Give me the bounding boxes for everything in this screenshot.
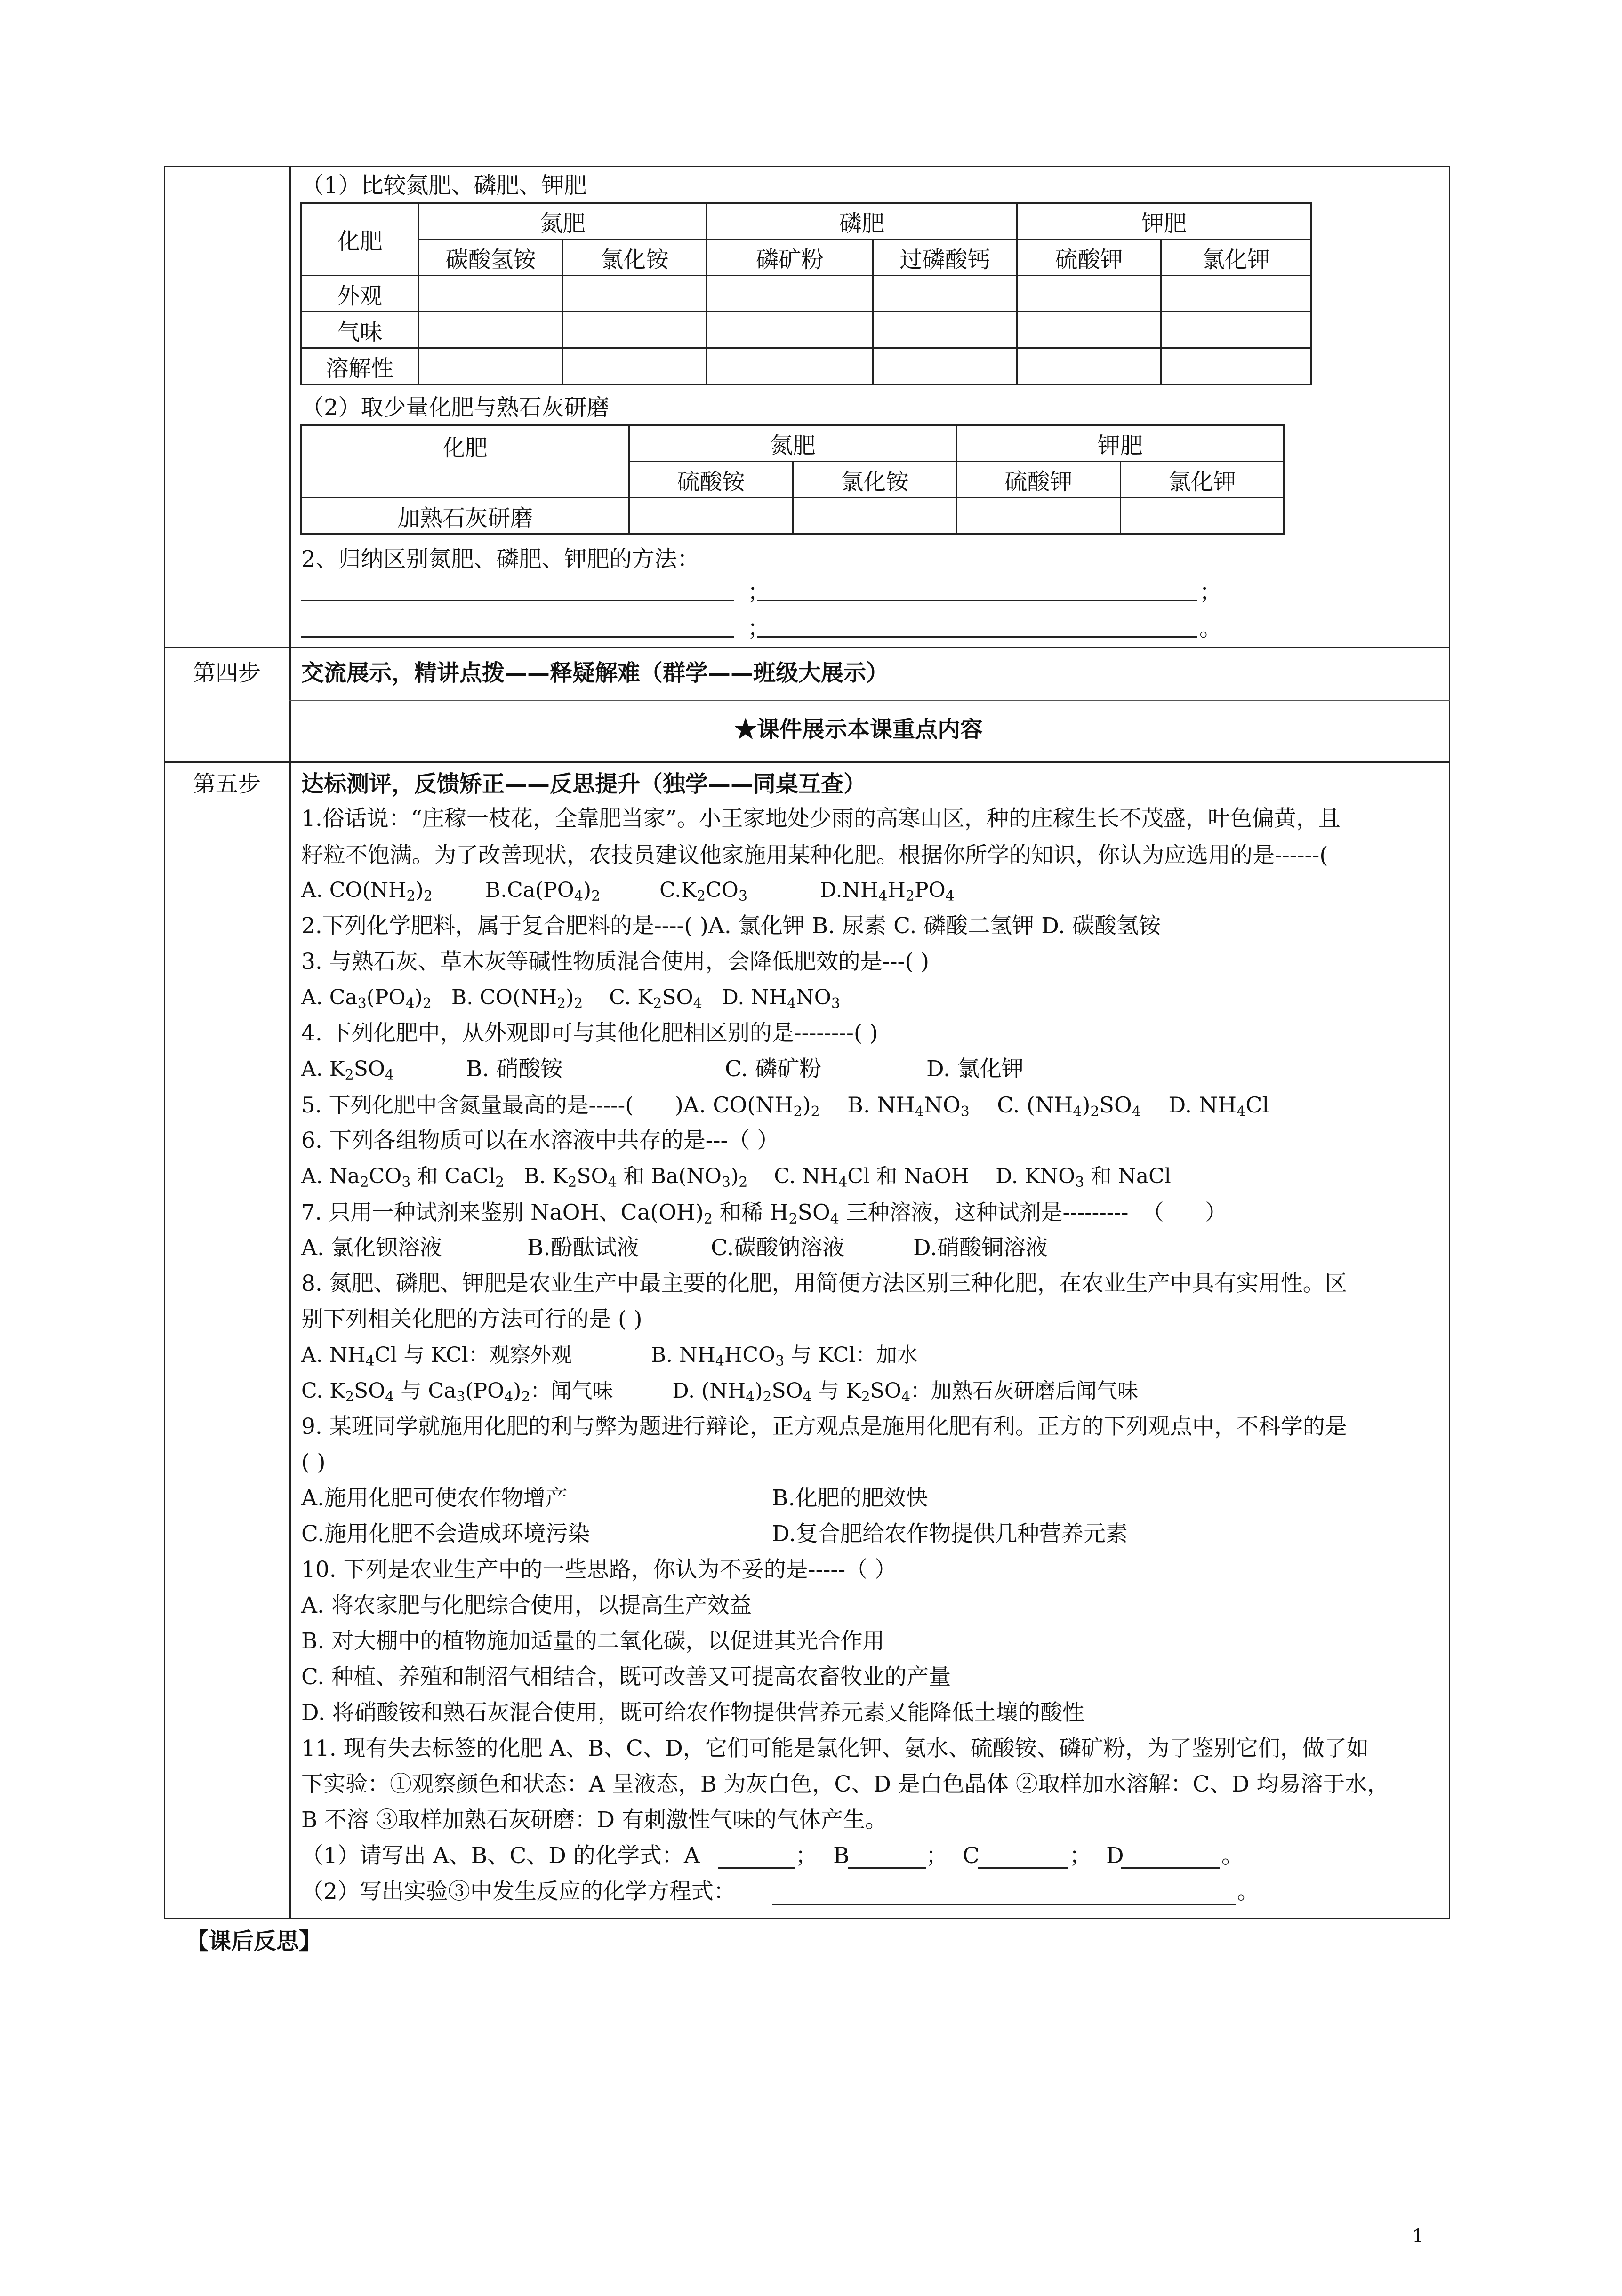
table2-item: 硫酸铵 <box>629 462 793 498</box>
q4-option-c: C. 磷矿粉 <box>725 1056 822 1082</box>
q8-line1: 8. 氮肥、磷肥、钾肥是农业生产中最主要的化肥，用简便方法区别三种化肥，在农业生产中具有实用性。区 <box>301 1271 1347 1296</box>
q7: 7. 只用一种试剂来鉴别 NaOH、$Ca(OH)_2$ 和稀 $H_2SO_4$ 三种溶液，这种试剂是--------- （ ） <box>301 1200 1227 1227</box>
q6-options: A. $Na_2CO_3$ 和 CaCl$_2$ B. $K_2SO_4$ 和 $Ba(NO_3)_2$ C. $NH_4Cl$ 和 NaOH D. $KNO_3$ 和 NaCl <box>301 1164 1171 1191</box>
q3-options: A. $Ca_3(PO_4)_2$ B. $CO(NH_2)_2$ C. $K_2SO_4$ D. $NH_4NO_3$ <box>301 985 840 1012</box>
table1-item: 过磷酸钙 <box>873 240 1017 276</box>
table2-item: 氯化铵 <box>793 462 957 498</box>
q4-option-a: A. $K_2SO_4$ <box>301 1057 394 1083</box>
q9-option-c: C.施用化肥不会造成环境污染 <box>301 1521 590 1547</box>
q9-option-d: D.复合肥给农作物提供几种营养元素 <box>772 1521 1128 1547</box>
q11-equation-blank[interactable] <box>772 1904 1236 1905</box>
lime-grind-table <box>300 424 1285 535</box>
step5-title: 达标测评，反馈矫正——反思提升（独学——同桌互查） <box>301 771 867 797</box>
table1-cell[interactable] <box>1161 276 1311 312</box>
table1-cell[interactable] <box>1017 312 1161 348</box>
q9-option-b: B.化肥的肥效快 <box>772 1485 928 1511</box>
table2-cell[interactable] <box>629 498 793 534</box>
table2-group-potassium: 钾肥 <box>957 425 1284 462</box>
q10-option-a: A. 将农家肥与化肥综合使用，以提高生产效益 <box>301 1592 752 1618</box>
q7-option-d: D.硝酸铜溶液 <box>913 1235 1048 1261</box>
table1-cell[interactable] <box>873 312 1017 348</box>
step5-label: 第五步 <box>193 771 261 797</box>
sub1-title: （1）比较氮肥、磷肥、钾肥 <box>301 172 587 199</box>
q11-sep-2: ； <box>926 1843 948 1869</box>
q7-option-b: B.酚酞试液 <box>527 1235 639 1261</box>
q7-option-a: A. 氯化钡溶液 <box>301 1235 442 1261</box>
q11-line1: 11. 现有失去标签的化肥 A、B、C、D，它们可能是氯化钾、氨水、硫酸铵、磷矿粉，为了鉴别它们，做了如 <box>301 1736 1369 1761</box>
q9-option-a: A.施用化肥可使农作物增产 <box>301 1485 568 1511</box>
table2-cell[interactable] <box>957 498 1121 534</box>
table1-cell[interactable] <box>563 276 707 312</box>
q10-option-b: B. 对大棚中的植物施加适量的二氧化碳，以促进其光合作用 <box>301 1628 885 1654</box>
q1-options: A. $CO(NH_2)_2$ $B.Ca(PO_4)_2$ $C.K_2CO_3$ $D.NH_4H_2PO_4$ <box>301 878 955 904</box>
q10-option-c: C. 种植、养殖和制沼气相结合，既可改善又可提高农畜牧业的产量 <box>301 1664 951 1690</box>
frame-bottom <box>164 1918 1450 1919</box>
step4-title: 交流展示，精讲点拨——释疑解难（群学——班级大展示） <box>301 660 889 686</box>
q5: 5. 下列化肥中含氮量最高的是-----( )A. $CO(NH_2)_2$ B. $NH_4NO_3$ C. $(NH_4)_2SO_4$ D. $NH_4Cl$ <box>301 1092 1269 1120</box>
table1-row-label: 溶解性 <box>301 348 419 384</box>
q11-label-c: C <box>963 1843 980 1869</box>
q11-blank-a[interactable] <box>718 1867 795 1869</box>
table1-cell[interactable] <box>1161 312 1311 348</box>
q11-line3: B 不溶 ③取样加熟石灰研磨：D 有刺激性气味的气体产生。 <box>301 1807 888 1833</box>
q1-line2: 籽粒不饱满。为了改善现状，农技员建议他家施用某种化肥。根据你所学的知识，你认为应选用的是------( <box>301 842 1328 868</box>
fertilizer-compare-table <box>300 202 1312 385</box>
table1-cell[interactable] <box>873 276 1017 312</box>
q11-blank-b[interactable] <box>848 1867 926 1869</box>
table2-cell[interactable] <box>1121 498 1284 534</box>
q11-blank-d[interactable] <box>1121 1867 1220 1869</box>
step4-highlight: ★课件展示本课重点内容 <box>734 716 983 743</box>
table1-cell[interactable] <box>1017 348 1161 384</box>
q4-option-d: D. 氯化钾 <box>926 1056 1024 1082</box>
q11-end-1: 。 <box>1221 1843 1244 1869</box>
table1-item: 氯化铵 <box>563 240 707 276</box>
table1-cell[interactable] <box>1161 348 1311 384</box>
q11-sub2-label: （2）写出实验③中发生反应的化学方程式： <box>301 1879 736 1904</box>
table2-group-nitrogen: 氮肥 <box>629 425 957 462</box>
frame-row-sep-2 <box>164 761 1450 763</box>
q11-sub1-label: （1）请写出 A、B、C、D 的化学式：A <box>301 1843 700 1869</box>
step4-label: 第四步 <box>193 660 261 686</box>
q2: 2.下列化学肥料，属于复合肥料的是----( )A. 氯化钾 B. 尿素 C. 磷酸二氢钾 D. 碳酸氢铵 <box>301 913 1161 939</box>
q6: 6. 下列各组物质可以在水溶液中共存的是---（ ） <box>301 1128 779 1153</box>
table1-item: 硫酸钾 <box>1017 240 1161 276</box>
q11-end-2: 。 <box>1237 1879 1259 1904</box>
table1-row-label: 外观 <box>301 276 419 312</box>
table1-group-nitrogen: 氮肥 <box>419 203 707 240</box>
table1-corner: 化肥 <box>301 203 419 276</box>
q3: 3. 与熟石灰、草木灰等碱性物质混合使用，会降低肥效的是---( ) <box>301 949 930 975</box>
summary-sep-1: ； <box>747 579 771 605</box>
q11-blank-c[interactable] <box>978 1867 1068 1869</box>
table2-item: 氯化钾 <box>1121 462 1284 498</box>
summary-sep-3: ； <box>747 615 771 641</box>
table1-group-potassium: 钾肥 <box>1017 203 1311 240</box>
frame-top <box>164 166 1450 167</box>
frame-right <box>1449 166 1450 1919</box>
sub2-title: （2）取少量化肥与熟石灰研磨 <box>301 394 610 421</box>
table1-cell[interactable] <box>707 348 873 384</box>
q1-line1: 1.俗话说：“庄稼一枝花，全靠肥当家”。小王家地处少雨的高寒山区，种的庄稼生长不茂盛，叶色偏黄，且 <box>301 806 1341 832</box>
table1-cell[interactable] <box>419 312 563 348</box>
q11-label-b: B <box>833 1843 850 1869</box>
summary-blank-2[interactable] <box>757 600 1197 601</box>
table2-cell[interactable] <box>793 498 957 534</box>
q9-line1: 9. 某班同学就施用化肥的利与弊为题进行辩论，正方观点是施用化肥有利。正方的下列观点中，不科学的是 <box>301 1414 1347 1440</box>
table2-row-label: 加熟石灰研磨 <box>301 498 629 534</box>
table1-cell[interactable] <box>419 276 563 312</box>
table1-item: 碳酸氢铵 <box>419 240 563 276</box>
table2-corner: 化肥 <box>301 425 629 498</box>
q8-options-cd: C. $K_2SO_4$ 与 $Ca_3(PO_4)_2$：闻气味 D. $(NH_4)_2SO_4$ 与 $K_2SO_4$：加熟石灰研磨后闻气味 <box>301 1379 1139 1405</box>
table1-cell[interactable] <box>563 312 707 348</box>
table1-cell[interactable] <box>419 348 563 384</box>
summary-title: 2、归纳区别氮肥、磷肥、钾肥的方法： <box>301 546 700 572</box>
q4-option-b: B. 硝酸铵 <box>466 1056 563 1082</box>
summary-blank-4[interactable] <box>757 636 1197 638</box>
reflection-heading: 【课后反思】 <box>186 1928 322 1954</box>
summary-blank-1[interactable] <box>301 600 734 601</box>
summary-sep-2: ； <box>1199 579 1222 605</box>
q11-label-d: D <box>1106 1843 1124 1869</box>
q4: 4. 下列化肥中，从外观即可与其他化肥相区别的是--------( ) <box>301 1020 878 1046</box>
table1-cell[interactable] <box>707 312 873 348</box>
table1-cell[interactable] <box>873 348 1017 384</box>
frame-left <box>164 166 165 1919</box>
q11-sep-1: ； <box>795 1843 818 1869</box>
table1-item: 磷矿粉 <box>707 240 873 276</box>
frame-col-sep <box>289 166 291 1919</box>
q11-sep-3: ； <box>1069 1843 1092 1869</box>
q8-options-ab: A. $NH_4Cl$ 与 KCl：观察外观 B. $NH_4HCO_3$ 与 KCl：加水 <box>301 1343 918 1369</box>
table2-item: 硫酸钾 <box>957 462 1121 498</box>
table1-group-phosphorus: 磷肥 <box>707 203 1017 240</box>
q8-line2: 别下列相关化肥的方法可行的是 ( ) <box>301 1306 642 1332</box>
table1-cell[interactable] <box>707 276 873 312</box>
table1-row-label: 气味 <box>301 312 419 348</box>
summary-end: 。 <box>1199 615 1222 641</box>
table1-cell[interactable] <box>1017 276 1161 312</box>
table1-item: 氯化钾 <box>1161 240 1311 276</box>
q10-option-d: D. 将硝酸铵和熟石灰混合使用，既可给农作物提供营养元素又能降低土壤的酸性 <box>301 1700 1084 1726</box>
summary-blank-3[interactable] <box>301 636 734 638</box>
q9-line2: ( ) <box>301 1449 326 1475</box>
page-number: 1 <box>1412 2225 1424 2247</box>
frame-row-sep-1 <box>164 647 1450 648</box>
q11-line2: 下实验：①观察颜色和状态：A 呈液态，B 为灰白色，C、D 是白色晶体 ②取样加水溶解：C、D 均易溶于水， <box>301 1771 1389 1797</box>
q10: 10. 下列是农业生产中的一些思路，你认为不妥的是-----（ ） <box>301 1557 897 1583</box>
q7-option-c: C.碳酸钠溶液 <box>711 1235 845 1261</box>
step4-inner-sep <box>289 700 1450 701</box>
table1-cell[interactable] <box>563 348 707 384</box>
